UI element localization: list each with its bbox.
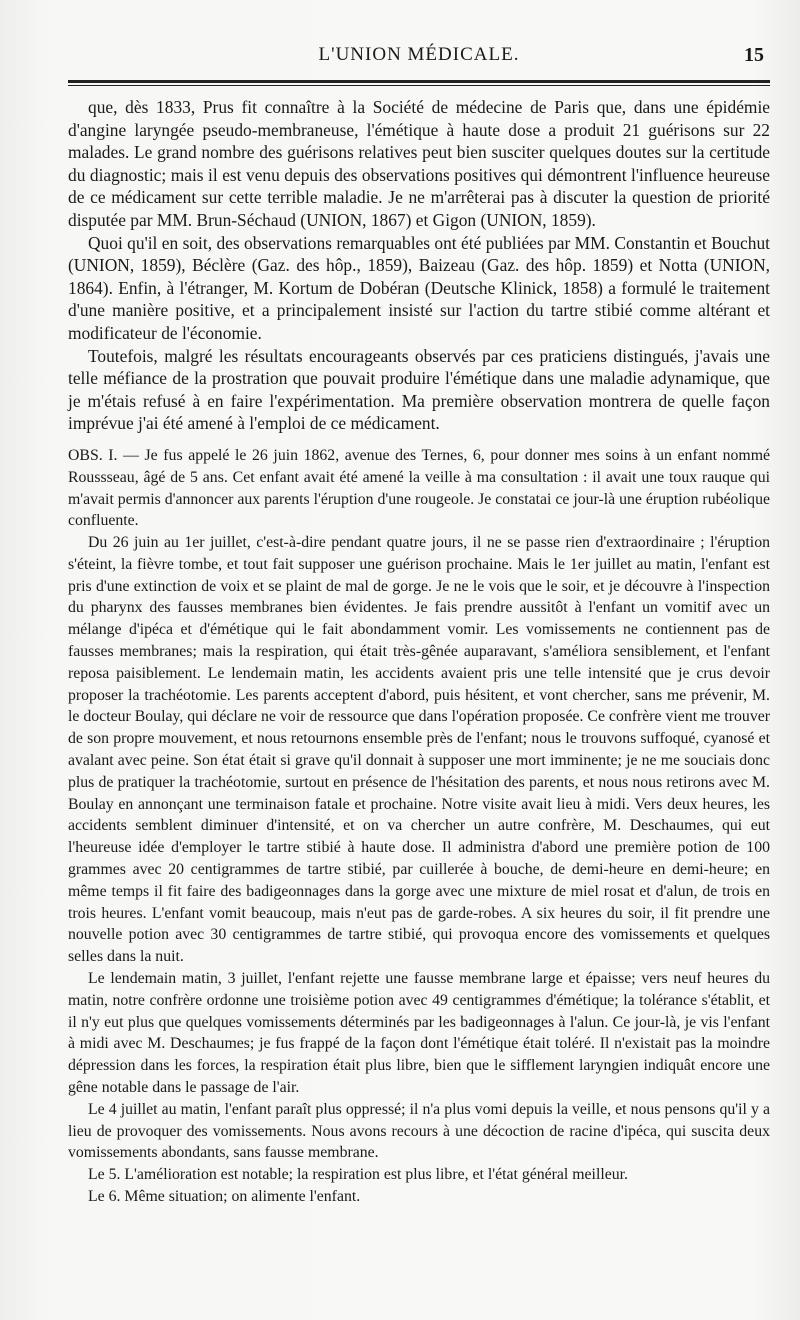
paragraph: Quoi qu'il en soit, des observations remarquables ont été publiées par MM. Constantin et Bouchut (UNION, 1859), Béclère (Gaz. des hôp., 1859), Baizeau (Gaz. des hôp. 1859) et Notta (UNION, 1864). Enfin, à l'étranger, M. Kortum de Dobéran (Deutsche Klinick, 1858) a formulé le traitement d'une manière positive, et a principalement insisté sur l'action du tartre stibié comme altérant et modificateur de l'économie. (68, 232, 770, 343)
observation-lead-paragraph (68, 445, 770, 532)
intro-section (68, 96, 770, 435)
page-header (68, 40, 770, 80)
paragraph: que, dès 1833, Prus fit connaître à la Société de médecine de Paris que, dans une épidémie d'angine laryngée pseudo-membraneuse, l'émétique à haute dose a produit 21 guérisons sur 22 malades. Le grand nombre des guérisons relatives peut bien susciter quelques doutes sur la certitude du diagnostic; mais il est venu depuis des observations positives qui démontrent l'influence heureuse de ce médicament sur cette terrible maladie. Je ne m'arrêterai pas à discuter la question de priorité disputée par MM. Brun-Séchaud (UNION, 1867) et Gigon (UNION, 1859). (68, 97, 770, 230)
page-number: 15 (744, 44, 764, 66)
observation-label: OBS. I. (68, 446, 118, 464)
observation-section (68, 445, 770, 1208)
observation-dash: — (117, 446, 145, 464)
section-gap (68, 435, 770, 445)
running-title: L'UNION MÉDICALE. (318, 44, 520, 65)
paragraph: Le 6. Même situation; on alimente l'enfant. (88, 1188, 361, 1205)
paragraph: Le 4 juillet au matin, l'enfant paraît plus oppressé; il n'a plus vomi depuis la veille, et nous pensons qu'il y a lieu de provoquer des vomissements. Nous avons recours à une décoction de racine d'ipéca, qui suscita deux vomissements abondants, sans fausse membrane. (68, 1100, 770, 1162)
body-text (68, 96, 770, 1208)
header-rule (68, 80, 770, 86)
paragraph: Du 26 juin au 1er juillet, c'est-à-dire pendant quatre jours, il ne se passe rien d'extraordinaire ; l'éruption s'éteint, la fièvre tombe, et tout fait supposer une guérison prochaine. Mais le 1er juillet au matin, l'enfant est pris d'une extinction de voix et se plaint de mal de gorge. Je ne le vois que le soir, et je découvre à l'inspection du pharynx des fausses membranes bien évidentes. Je fais prendre aussitôt à l'enfant un vomitif avec un mélange d'ipéca et d'émétique qui le fait abondamment vomir. Les vomissements ne contiennent pas de fausses membranes; mais la respiration, qui était très-gênée auparavant, s'améliora sensiblement, et l'enfant reposa paisiblement. Le lendemain matin, les accidents avaient pris une telle intensité que je crus devoir proposer la trachéotomie. Les parents acceptent d'abord, puis hésitent, et vont chercher, sans me prévenir, M. le docteur Boulay, qui déclare ne voir de ressource que dans l'opération proposée. Ce confrère vient me trouver de son propre mouvement, et nous retournons ensemble près de l'enfant; nous le trouvons suffoqué, cyanosé et avalant avec peine. Son état était si grave qu'il donnait à supposer une mort imminente; je ne me souciais donc plus de pratiquer la trachéotomie, surtout en présence de l'hésitation des parents, et nous nous retirons avec M. Boulay en annonçant une terminaison fatale et prochaine. Notre visite avait lieu à midi. Vers deux heures, les accidents semblent diminuer d'intensité, et on va chercher un autre confrère, M. Deschaumes, qui eut l'heureuse idée d'employer le tartre stibié à haute dose. Il administra d'abord une première potion de 100 grammes avec 20 centigrammes de tartre stibié, par cuillerée à bouche, de demi-heure en demi-heure; en même temps il fit faire des badigeonnages dans la gorge avec une mixture de miel rosat et d'alun, de trois en trois heures. L'enfant vomit beaucoup, mais n'eut pas de garde-robes. A six heures du soir, il fit prendre une nouvelle potion avec 30 centigrammes de tartre stibié, qui provoqua encore des vomissements et quelques selles dans la nuit. (68, 534, 770, 966)
paragraph: Le lendemain matin, 3 juillet, l'enfant rejette une fausse membrane large et épaisse; vers neuf heures du matin, notre confrère ordonne une troisième potion avec 49 centigrammes d'émétique; la tolérance s'établit, et il n'y eut plus que quelques vomissements déterminés par les badigeonnages à l'alun. Ce jour-là, je vis l'enfant à midi avec M. Deschaumes; je fus frappé de la façon dont l'émétique était toléré. Il n'existait pas la moindre dépression dans les forces, la respiration était plus libre, bien que le sifflement laryngien indiquât encore une gêne notable dans le passage de l'air. (68, 970, 770, 1097)
paragraph: Le 5. L'amélioration est notable; la respiration est plus libre, et l'état général meilleur. (88, 1166, 628, 1184)
paragraph: Toutefois, malgré les résultats encourageants observés par ces praticiens distingués, j'avais une telle méfiance de la prostration que pouvait produire l'émétique dans une maladie adynamique, que je m'étais refusé à en faire l'expérimentation. Ma première observation montrera de quelle façon imprévue j'ai été amené à l'emploi de ce médicament. (68, 345, 770, 434)
observation-first-text: Je fus appelé le 26 juin 1862, avenue des Ternes, 6, pour donner mes soins à un enfant nommé Roussseau, âgé de 5 ans. Cet enfant avait été amené la veille à ma consultation : il avait une toux rauque qui m'avait permis d'annoncer aux parents l'éruption d'une rougeole. Je constatai ce jour-là une éruption rubéolique confluente. (68, 446, 770, 530)
